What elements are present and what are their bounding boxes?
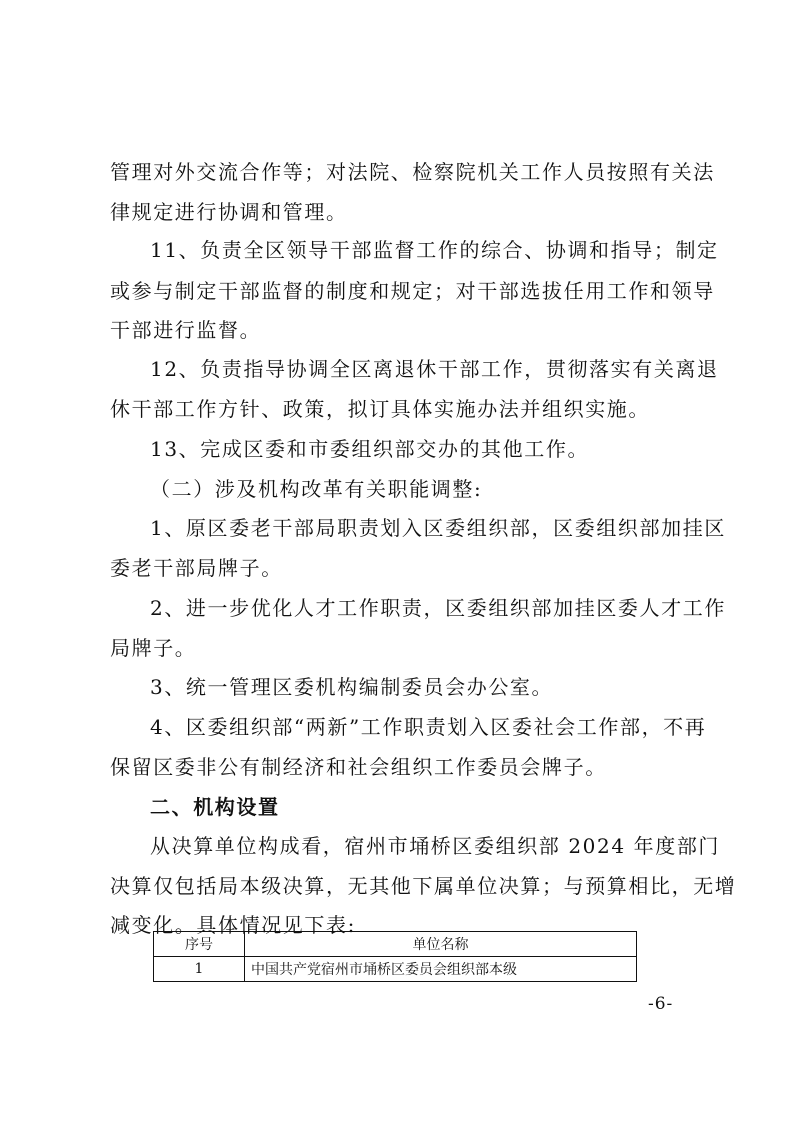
body-line-6: 12、负责指导协调全区离退休干部工作，贯彻落实有关离退: [150, 357, 719, 381]
body-line-13: 局牌子。: [110, 636, 197, 660]
body-line-8: 13、完成区委和市委组织部交办的其他工作。: [150, 437, 590, 461]
body-line-10: 1、原区委老干部局职责划入区委组织部，区委组织部加挂区: [150, 516, 726, 540]
table-header-unit-name: 单位名称: [245, 932, 637, 957]
table-header-index: 序号: [154, 932, 245, 957]
body-line-20: 减变化。具体情况见下表:: [110, 913, 356, 937]
unit-table: [153, 931, 637, 982]
section-heading-institution: 二、机构设置: [150, 795, 280, 819]
body-line-2: 律规定进行协调和管理。: [110, 200, 348, 224]
body-line-4: 或参与制定干部监督的制度和规定；对干部选拔任用工作和领导: [110, 279, 715, 303]
table-cell-unit-name: 中国共产党宿州市埇桥区委员会组织部本级: [245, 957, 637, 982]
body-line-7: 休干部工作方针、政策，拟订具体实施办法并组织实施。: [110, 397, 650, 421]
body-line-5: 干部进行监督。: [110, 318, 262, 342]
body-line-16: 保留区委非公有制经济和社会组织工作委员会牌子。: [110, 755, 607, 779]
body-line-3: 11、负责全区领导干部监督工作的综合、协调和指导；制定: [150, 238, 719, 262]
body-line-19: 决算仅包括局本级决算，无其他下属单位决算；与预算相比，无增: [110, 874, 737, 898]
body-line-14: 3、统一管理区委机构编制委员会办公室。: [150, 675, 554, 699]
page-number: -6-: [648, 994, 674, 1014]
subsection-heading: （二）涉及机构改革有关职能调整:: [150, 477, 483, 501]
table-cell-index: 1: [154, 957, 245, 982]
body-line-18: 从决算单位构成看，宿州市埇桥区委组织部 2024 年度部门: [150, 834, 721, 858]
table-row: [154, 957, 637, 982]
table-header-row: [154, 932, 637, 957]
body-line-11: 委老干部局牌子。: [110, 556, 283, 580]
body-line-1: 管理对外交流合作等；对法院、检察院机关工作人员按照有关法: [110, 160, 715, 184]
body-line-15: 4、区委组织部“两新”工作职责划入区委社会工作部，不再: [150, 715, 707, 739]
body-line-12: 2、进一步优化人才工作职责，区委组织部加挂区委人才工作: [150, 596, 726, 620]
